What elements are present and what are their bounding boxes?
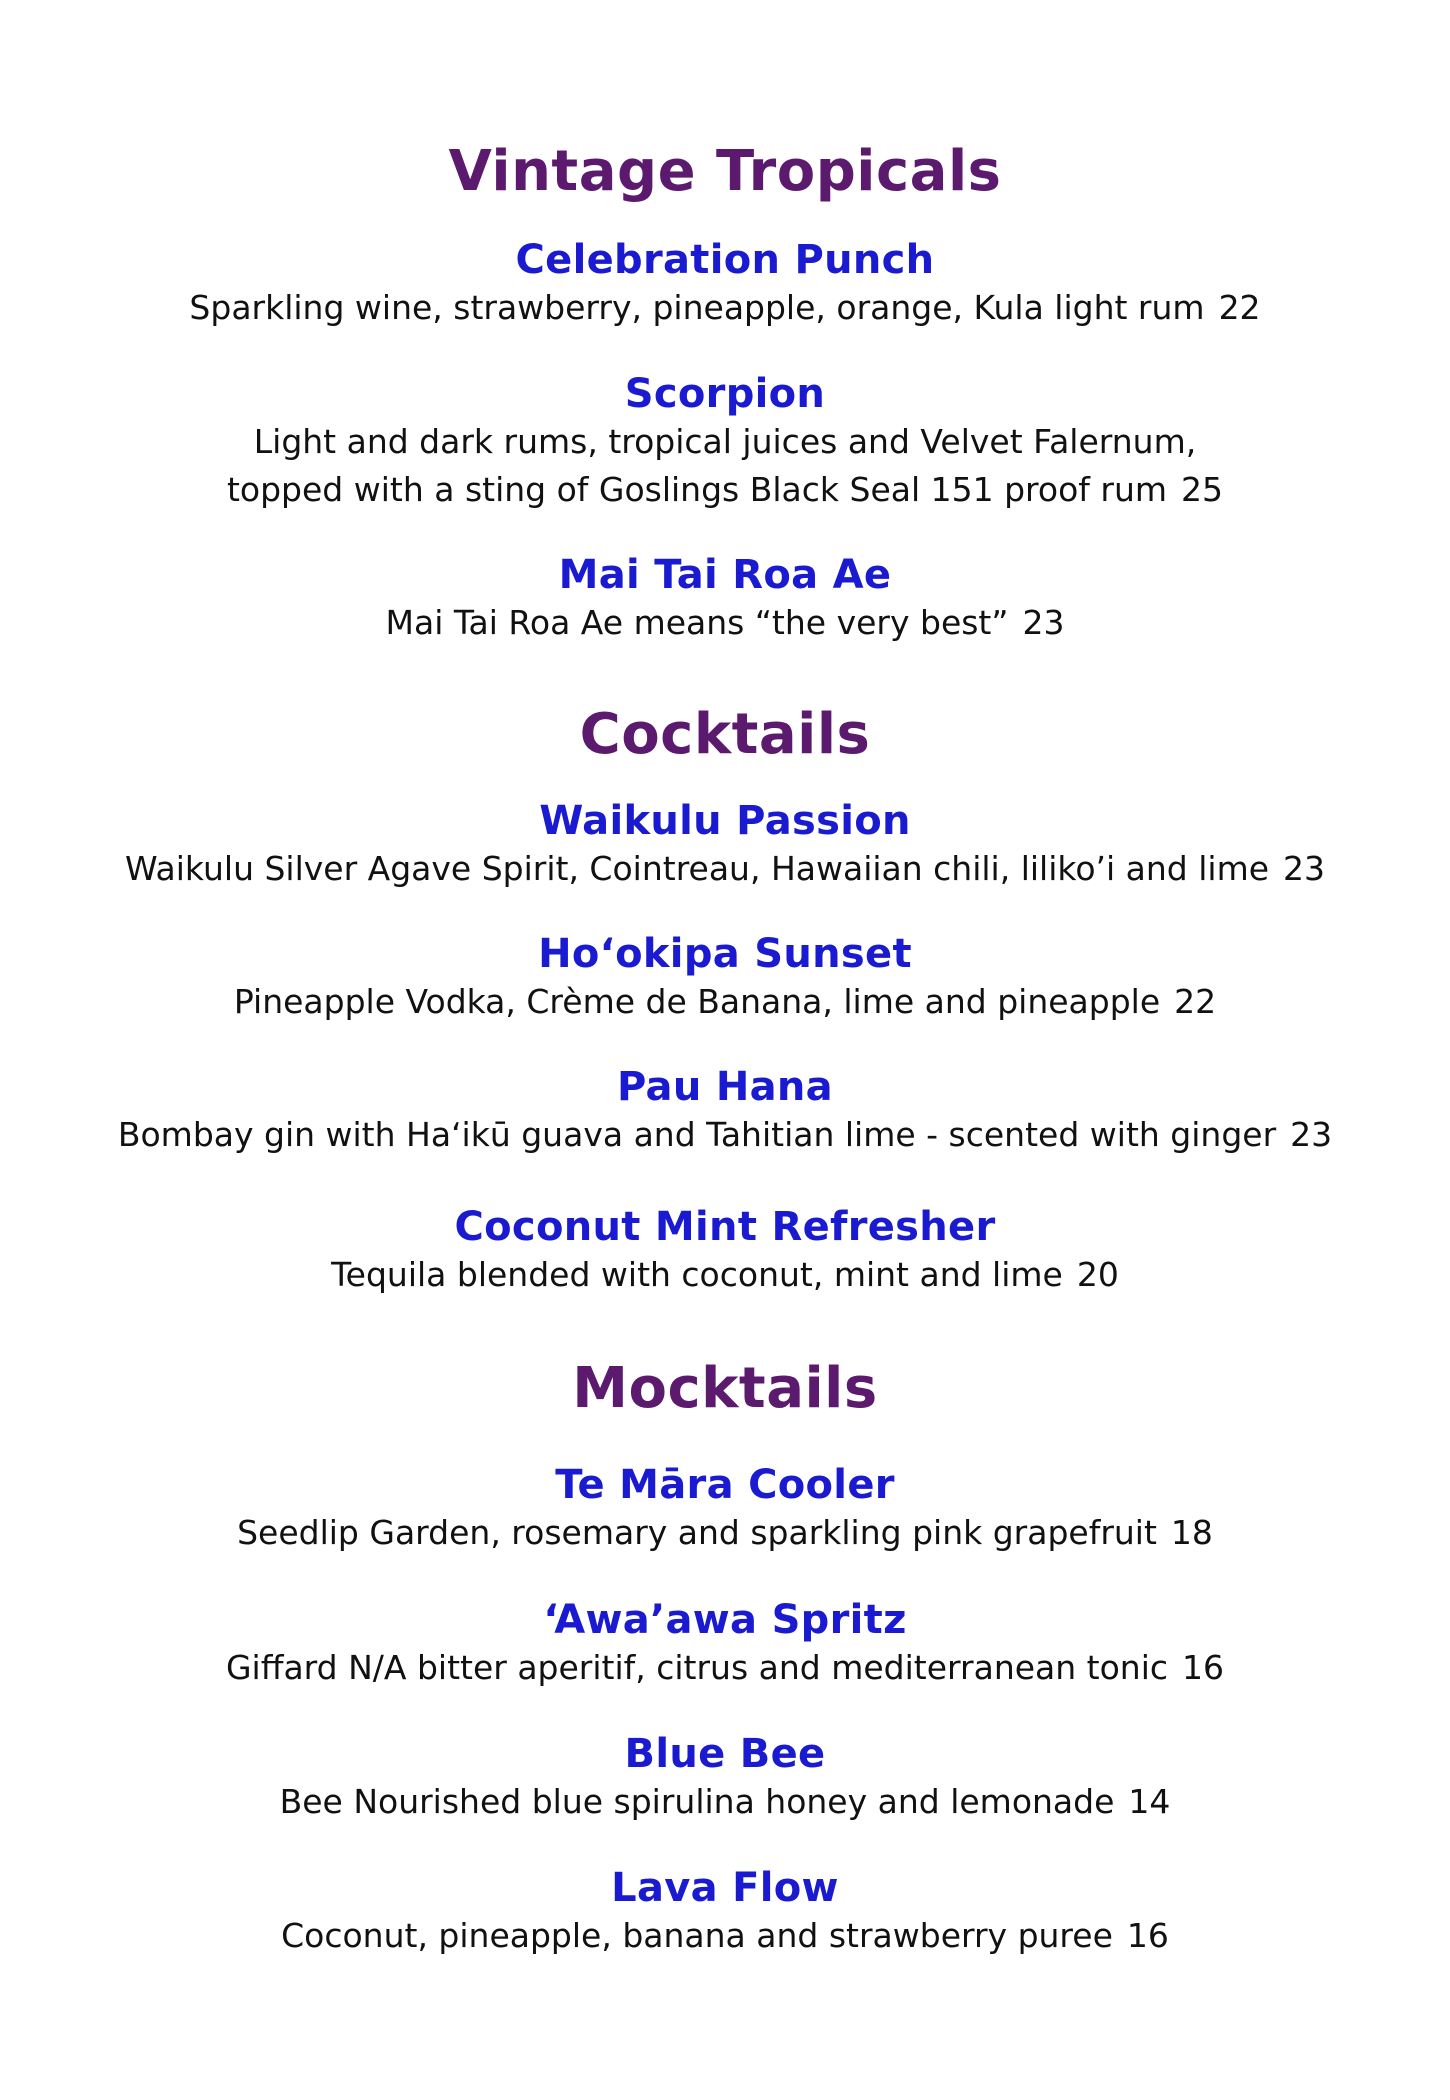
item-price: 22 [1218, 288, 1261, 327]
description-line: Waikulu Silver Agave Spirit, Cointreau, Hawaiian chili, liliko’i and lime [124, 849, 1270, 888]
item-description [0, 1912, 1450, 1960]
item-price: 23 [1290, 1115, 1333, 1154]
description-line: Sparkling wine, strawberry, pineapple, orange, Kula light rum [189, 288, 1205, 327]
item-name: Lava Flow [611, 1865, 839, 1911]
section-title-mocktails: Mocktails [572, 1356, 878, 1421]
item-price: 23 [1022, 603, 1065, 642]
menu-item-scorpion [0, 370, 1450, 514]
menu-item-te-mara-cooler [0, 1461, 1450, 1557]
menu-item-celebration-punch [0, 236, 1450, 332]
item-description [0, 978, 1450, 1026]
description-line: Bee Nourished blue spirulina honey and lemonade [279, 1782, 1115, 1821]
description-line [0, 466, 1450, 514]
menu-item-awaawa-spritz [0, 1596, 1450, 1692]
section-title-vintage-tropicals: Vintage Tropicals [448, 139, 1002, 204]
description-line: Mai Tai Roa Ae means “the very best” [385, 603, 1009, 642]
menu-item-waikulu-passion [0, 797, 1450, 893]
item-price: 20 [1076, 1255, 1119, 1294]
item-description [0, 284, 1450, 332]
description-line: Tequila blended with coconut, mint and lime [331, 1255, 1063, 1294]
item-price: 22 [1174, 982, 1217, 1021]
description-line: Pineapple Vodka, Crème de Banana, lime and pineapple [233, 982, 1161, 1021]
item-description [0, 599, 1450, 647]
item-price: 25 [1181, 470, 1224, 509]
menu-item-coconut-mint-refresher [0, 1203, 1450, 1299]
item-description [0, 1251, 1450, 1299]
item-name: ‘Awa’awa Spritz [543, 1597, 907, 1643]
item-name: Waikulu Passion [539, 798, 911, 844]
item-name: Blue Bee [624, 1731, 826, 1777]
item-description [0, 1644, 1450, 1692]
description-line: Giffard N/A bitter aperitif, citrus and mediterranean tonic [225, 1648, 1169, 1687]
description-line: Light and dark rums, tropical juices and Velvet Falernum, [253, 422, 1197, 461]
item-price: 23 [1283, 849, 1326, 888]
item-name: Te Māra Cooler [555, 1462, 895, 1508]
item-price: 16 [1182, 1648, 1225, 1687]
menu-item-hookipa-sunset [0, 930, 1450, 1026]
item-price: 16 [1126, 1916, 1169, 1955]
menu-item-mai-tai-roa-ae [0, 551, 1450, 647]
item-description [0, 1111, 1450, 1159]
item-description [0, 845, 1450, 893]
description-line: Bombay gin with Ha‘ikū guava and Tahitian lime - scented with ginger [117, 1115, 1277, 1154]
menu-item-pau-hana [0, 1063, 1450, 1159]
section-title-cocktails: Cocktails [579, 702, 871, 767]
description-line: Coconut, pineapple, banana and strawberry puree [281, 1916, 1113, 1955]
item-description [0, 1509, 1450, 1557]
description-line: Seedlip Garden, rosemary and sparkling pink grapefruit [237, 1513, 1157, 1552]
menu-item-blue-bee [0, 1730, 1450, 1826]
item-name: Mai Tai Roa Ae [558, 552, 892, 598]
item-price: 14 [1128, 1782, 1171, 1821]
item-name: Coconut Mint Refresher [454, 1204, 996, 1250]
item-name: Pau Hana [617, 1064, 833, 1110]
item-price: 18 [1170, 1513, 1213, 1552]
item-name: Celebration Punch [515, 237, 935, 283]
item-description [0, 1778, 1450, 1826]
item-name: Scorpion [624, 371, 826, 417]
menu-item-lava-flow [0, 1864, 1450, 1960]
item-name: Ho‘okipa Sunset [538, 931, 912, 977]
description-line-text: topped with a sting of Goslings Black Seal 151 proof rum [226, 470, 1168, 509]
item-description [0, 418, 1450, 514]
